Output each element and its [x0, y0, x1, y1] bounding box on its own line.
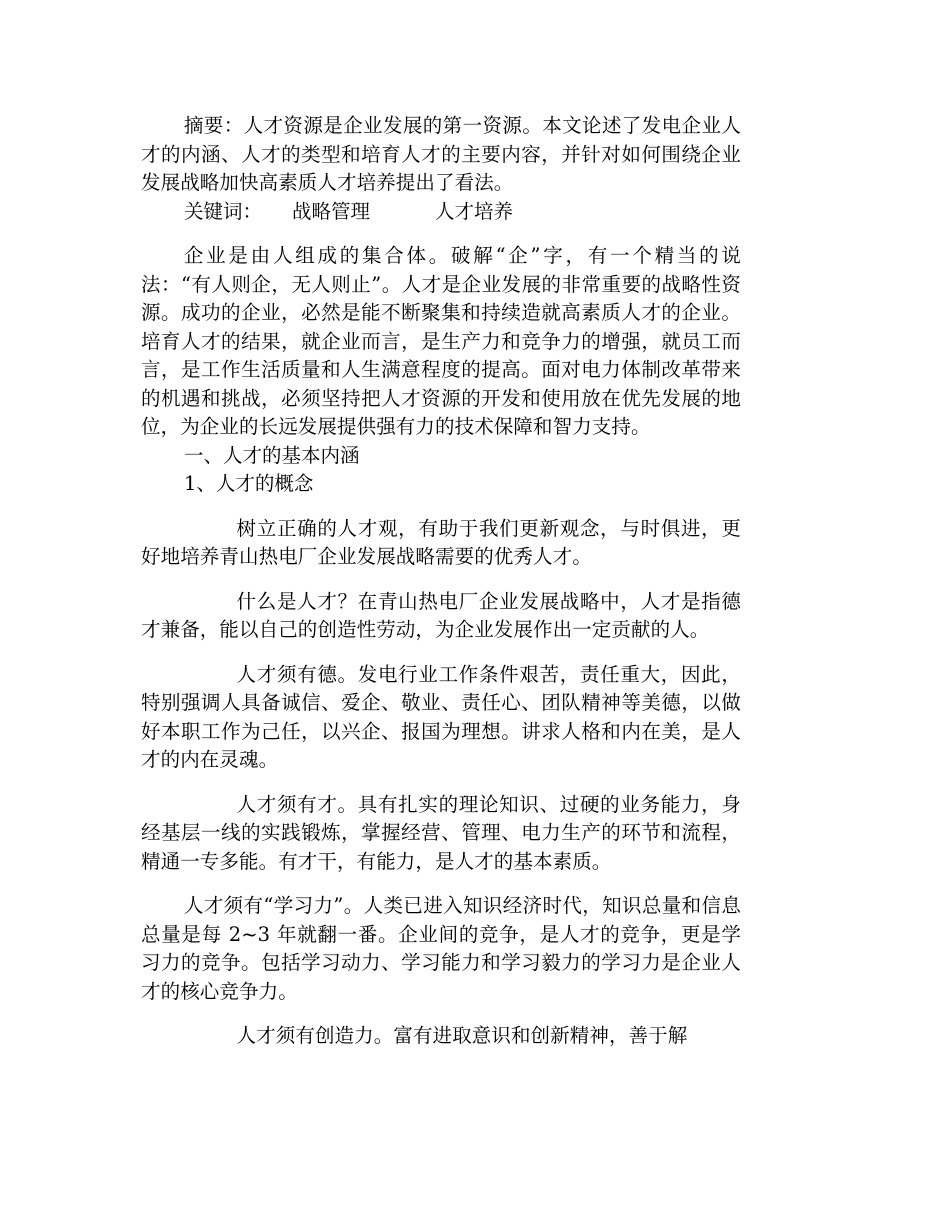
intro-paragraph: 企业是由人组成的集合体。破解“企”字，有一个精当的说法：“有人则企，无人则止”。人才是企业发展的非常重要的战略性资源。成功的企业，必然是能不断聚集和持续造就高素质人才的企业。培育人才的结果，就企业而言，是生产力和竞争力的增强，就员工而言，是工作生活质量和人生满意程度的提高。面对电力体制改革带来的机遇和挑战，必须坚持把人才资源的开发和使用放在优先发展的地位，为企业的长远发展提供强有力的技术保障和智力支持。 — [141, 244, 741, 438]
document-page — [141, 112, 741, 1051]
body-paragraph: 人才须有“学习力”。人类已进入知识经济时代，知识总量和信息总量是每 2~3 年就翻一番。企业间的竞争，是人才的竞争，更是学习力的竞争。包括学习动力、学习能力和学习毅力的学习力是企业人才的核心竞争力。 — [141, 894, 741, 1003]
body-paragraph: 什么是人才？在青山热电厂企业发展战略中，人才是指德才兼备，能以自己的创造性劳动，为企业发展作出一定贡献的人。 — [141, 589, 741, 641]
section-heading: 一、人才的基本内涵 — [184, 443, 360, 467]
body-paragraph: 人才须有德。发电行业工作条件艰苦，责任重大，因此，特别强调人具备诚信、爱企、敬业、责任心、团队精神等美德，以做好本职工作为己任，以兴企、报国为理想。讲求人格和内在美，是人才的内在灵魂。 — [141, 662, 741, 771]
body-paragraph: 人才须有创造力。富有进取意识和创新精神，善于解 — [236, 1024, 688, 1047]
keywords-label: 关键词： — [184, 199, 263, 223]
keyword-item: 人才培养 — [435, 199, 514, 223]
keywords-line — [141, 198, 741, 227]
subsection-heading: 1、人才的概念 — [184, 472, 314, 495]
keyword-item: 战略管理 — [292, 199, 371, 223]
body-paragraph: 树立正确的人才观，有助于我们更新观念，与时俱进，更好地培养青山热电厂企业发展战略需要的优秀人才。 — [141, 516, 741, 568]
abstract-paragraph: 摘要：人才资源是企业发展的第一资源。本文论述了发电企业人才的内涵、人才的类型和培育人才的主要内容，并针对如何围绕企业发展战略加快高素质人才培养提出了看法。 — [141, 114, 741, 194]
body-paragraph: 人才须有才。具有扎实的理论知识、过硬的业务能力，身经基层一线的实践锻炼，掌握经营、管理、电力生产的环节和流程，精通一专多能。有才干，有能力，是人才的基本素质。 — [141, 792, 741, 873]
